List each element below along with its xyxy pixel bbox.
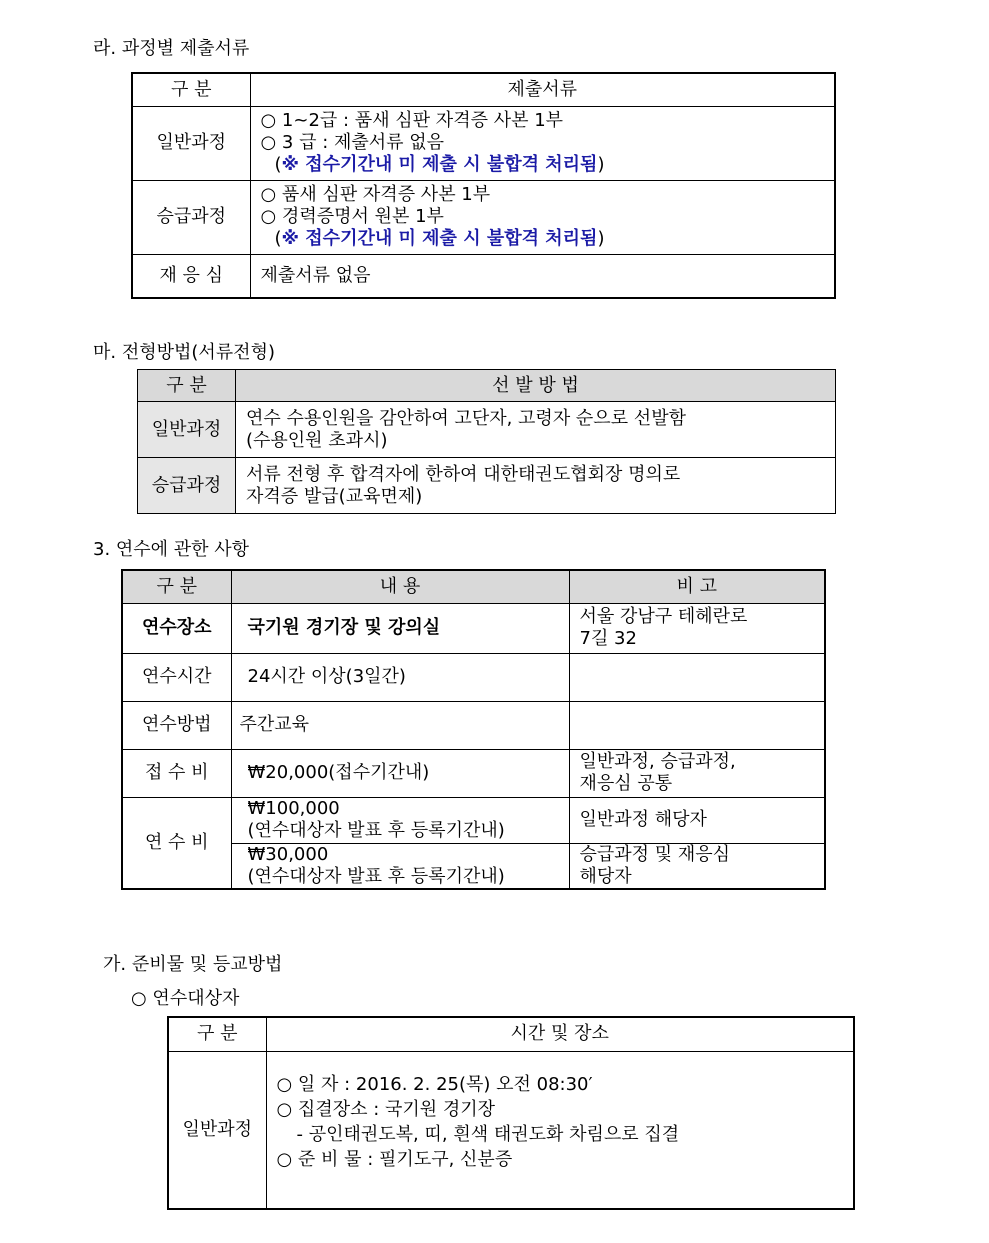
row-content: ₩20,000(접수기간내) bbox=[231, 749, 569, 797]
row-content: 주간교육 bbox=[231, 701, 569, 749]
row-category: 연수시간 bbox=[122, 653, 231, 701]
warning-note: (※ 접수기간내 미 제출 시 불합격 처리됨) bbox=[274, 154, 605, 175]
remark-line: 서울 강남구 테헤란로 bbox=[579, 606, 748, 627]
row-remarks bbox=[569, 701, 825, 749]
remark-line: 7길 32 bbox=[579, 628, 637, 649]
selection-method-table bbox=[137, 369, 836, 514]
content-line: 연수 수용인원을 감안하여 고단자, 고령자 순으로 선발함 bbox=[246, 407, 686, 429]
row-category: 연수장소 bbox=[122, 603, 231, 653]
row-remarks bbox=[569, 843, 825, 889]
row-category: 연수방법 bbox=[122, 701, 231, 749]
section-title-ma: 마. 전형방법(서류전형) bbox=[93, 342, 275, 363]
section-subtitle-ga: ○ 연수대상자 bbox=[131, 988, 240, 1009]
table-row bbox=[122, 701, 825, 749]
content-line: (연수대상자 발표 후 등록기간내) bbox=[247, 865, 505, 887]
remark-line: 승급과정 및 재응심 bbox=[579, 843, 731, 865]
header-method: 선 발 방 법 bbox=[236, 370, 836, 402]
remark-line: 해당자 bbox=[579, 865, 632, 887]
row-content: 24시간 이상(3일간) bbox=[231, 653, 569, 701]
content-line: ○ 품새 심판 자격증 사본 1부 bbox=[260, 184, 491, 205]
row-content: 제출서류 없음 bbox=[250, 254, 835, 298]
header-category: 구 분 bbox=[138, 370, 236, 402]
row-content bbox=[250, 180, 835, 254]
row-category: 연 수 비 bbox=[122, 797, 231, 889]
content-line: ○ 경력증명서 원본 1부 bbox=[260, 206, 444, 227]
table-row bbox=[122, 653, 825, 701]
row-content bbox=[250, 106, 835, 180]
section-title-ga: 가. 준비물 및 등교방법 bbox=[103, 954, 283, 975]
header-time-place: 시간 및 장소 bbox=[266, 1017, 854, 1051]
header-category: 구 분 bbox=[122, 570, 231, 603]
table-row bbox=[132, 254, 835, 298]
table-row bbox=[138, 402, 836, 458]
row-category: 일반과정 bbox=[138, 402, 236, 458]
row-content bbox=[266, 1051, 854, 1209]
table-row bbox=[122, 749, 825, 797]
content-line: (연수대상자 발표 후 등록기간내) bbox=[247, 820, 505, 841]
table-row bbox=[122, 797, 825, 843]
table-row bbox=[132, 106, 835, 180]
submission-documents-table bbox=[131, 72, 836, 299]
table-row bbox=[138, 458, 836, 514]
header-remarks: 비 고 bbox=[569, 570, 825, 603]
table-row bbox=[132, 180, 835, 254]
remark-line: 재응심 공통 bbox=[579, 773, 673, 794]
content-line: ₩30,000 bbox=[247, 843, 329, 865]
header-content: 내 용 bbox=[231, 570, 569, 603]
training-info-table bbox=[121, 569, 826, 890]
content-line: ○ 1~2급 : 품새 심판 자격증 사본 1부 bbox=[260, 110, 564, 131]
content-line: ₩100,000 bbox=[247, 798, 340, 819]
content-line: ○ 준 비 물 : 필기도구, 신분증 bbox=[276, 1148, 513, 1170]
row-content bbox=[231, 843, 569, 889]
row-content bbox=[236, 402, 836, 458]
row-remarks: 일반과정 해당자 bbox=[569, 797, 825, 843]
row-remarks bbox=[569, 653, 825, 701]
table-row bbox=[168, 1051, 854, 1209]
content-line: - 공인태권도복, 띠, 흰색 태권도화 차림으로 집결 bbox=[296, 1123, 680, 1145]
section-title-3: 3. 연수에 관한 사항 bbox=[93, 539, 250, 560]
row-category: 승급과정 bbox=[132, 180, 250, 254]
content-line: (수용인원 초과시) bbox=[246, 429, 388, 451]
header-documents: 제출서류 bbox=[250, 73, 835, 106]
header-category: 구 분 bbox=[168, 1017, 266, 1051]
content-line: 자격증 발급(교육면제) bbox=[246, 485, 423, 507]
header-category: 구 분 bbox=[132, 73, 250, 106]
content-line: ○ 일 자 : 2016. 2. 25(목) 오전 08:30′ bbox=[276, 1073, 593, 1095]
section-title-ra: 라. 과정별 제출서류 bbox=[93, 38, 250, 59]
warning-note: (※ 접수기간내 미 제출 시 불합격 처리됨) bbox=[274, 228, 605, 249]
table-row bbox=[122, 603, 825, 653]
row-content bbox=[231, 797, 569, 843]
row-content: 국기원 경기장 및 강의실 bbox=[231, 603, 569, 653]
content-line: 서류 전형 후 합격자에 한하여 대한태권도협회장 명의로 bbox=[246, 463, 681, 485]
row-category: 일반과정 bbox=[168, 1051, 266, 1209]
row-remarks bbox=[569, 603, 825, 653]
content-line: ○ 3 급 : 제출서류 없음 bbox=[260, 132, 445, 153]
schedule-table bbox=[167, 1016, 855, 1210]
row-content bbox=[236, 458, 836, 514]
row-category: 승급과정 bbox=[138, 458, 236, 514]
row-remarks bbox=[569, 749, 825, 797]
row-category: 일반과정 bbox=[132, 106, 250, 180]
content-line: ○ 집결장소 : 국기원 경기장 bbox=[276, 1098, 496, 1120]
remark-line: 일반과정, 승급과정, bbox=[579, 751, 736, 772]
row-category: 접 수 비 bbox=[122, 749, 231, 797]
row-category: 재 응 심 bbox=[132, 254, 250, 298]
